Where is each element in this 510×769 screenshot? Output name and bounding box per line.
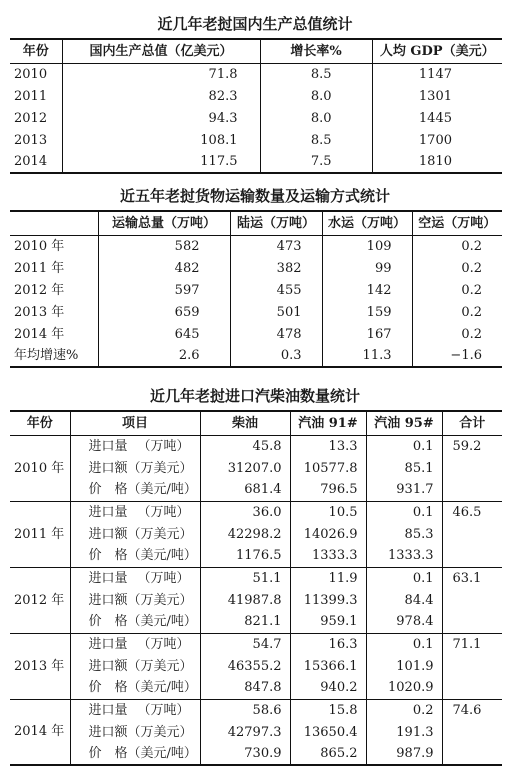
year-cell: 2010 年 xyxy=(14,460,65,476)
header-growth: 增长率% xyxy=(260,39,372,63)
gasoline-91-cell: 13650.4 xyxy=(290,721,366,743)
diesel-cell: 58.6 xyxy=(200,699,290,721)
item-cell xyxy=(70,743,200,765)
gasoline-95-cell: 0.1 xyxy=(366,633,442,655)
diesel-cell: 42298.2 xyxy=(200,523,290,545)
table-row xyxy=(10,257,502,279)
total-cell: 645 xyxy=(98,323,230,345)
gdp-per-capita-cell: 1301 xyxy=(372,85,502,107)
header-year: 年份 xyxy=(26,415,53,431)
item-label xyxy=(75,726,196,739)
year-cell: 2013 xyxy=(14,132,48,148)
diesel-cell: 1176.5 xyxy=(200,545,290,567)
table-row xyxy=(10,479,502,501)
item-unit: （万美元） xyxy=(127,724,193,740)
gasoline-95-cell: 85.1 xyxy=(366,457,442,479)
gasoline-95-cell: 191.3 xyxy=(366,721,442,743)
header-diesel: 柴油 xyxy=(200,411,290,435)
gdp-per-capita-cell: 1810 xyxy=(372,151,502,173)
table-row xyxy=(10,235,502,257)
year-cell: 2011 xyxy=(14,88,48,104)
header-year: 年份 xyxy=(22,43,49,59)
total-cell: 59.2 xyxy=(442,435,502,501)
table-row xyxy=(10,699,502,721)
diesel-cell: 36.0 xyxy=(200,501,290,523)
item-cell xyxy=(70,523,200,545)
gasoline-95-cell: 0.1 xyxy=(366,435,442,457)
header-blank xyxy=(10,211,98,235)
diesel-cell: 31207.0 xyxy=(200,457,290,479)
table-row xyxy=(10,501,502,523)
gdp-per-capita-cell: 1147 xyxy=(372,63,502,85)
gasoline-91-cell: 940.2 xyxy=(290,677,366,699)
table-row xyxy=(10,129,502,151)
gdp-cell: 82.3 xyxy=(62,85,260,107)
fuel-import-table xyxy=(10,410,502,766)
table2-caption: 近五年老挝货物运输数量及运输方式统计 xyxy=(119,187,390,205)
item-name: 进口量 xyxy=(88,504,128,520)
item-unit: （万吨） xyxy=(137,702,190,718)
total-cell: 597 xyxy=(98,279,230,301)
year-cell: 2010 xyxy=(14,66,48,82)
table-row xyxy=(10,677,502,699)
item-cell xyxy=(70,655,200,677)
table-row xyxy=(10,457,502,479)
gasoline-91-cell: 14026.9 xyxy=(290,523,366,545)
table-row xyxy=(10,279,502,301)
water-cell: 142 xyxy=(322,279,412,301)
item-unit: （美元/吨） xyxy=(127,680,197,696)
table-row xyxy=(10,567,502,589)
year-cell: 2013 年 xyxy=(14,304,65,320)
gasoline-95-cell: 1020.9 xyxy=(366,677,442,699)
total-cell: 659 xyxy=(98,301,230,323)
water-cell: 167 xyxy=(322,323,412,345)
item-cell xyxy=(70,721,200,743)
year-cell: 2011 年 xyxy=(14,260,65,276)
item-name: 进口量 xyxy=(88,702,128,718)
water-cell: 159 xyxy=(322,301,412,323)
item-cell xyxy=(70,545,200,567)
gasoline-95-cell: 0.1 xyxy=(366,501,442,523)
gasoline-95-cell: 0.1 xyxy=(366,567,442,589)
gasoline-91-cell: 15366.1 xyxy=(290,655,366,677)
header-total: 合计 xyxy=(442,411,502,435)
growth-cell: 8.5 xyxy=(260,63,372,85)
item-name: 价 格 xyxy=(88,548,128,564)
item-name: 进口额 xyxy=(88,460,128,476)
item-cell xyxy=(70,633,200,655)
table-row xyxy=(10,655,502,677)
table-row xyxy=(10,301,502,323)
table-row xyxy=(10,435,502,457)
item-name: 进口额 xyxy=(88,526,128,542)
diesel-cell: 45.8 xyxy=(200,435,290,457)
gasoline-95-cell: 85.3 xyxy=(366,523,442,545)
year-cell: 2014 年 xyxy=(14,326,65,342)
item-unit: （万美元） xyxy=(127,592,193,608)
year-cell: 2010 年 xyxy=(14,238,65,254)
gasoline-91-cell: 11.9 xyxy=(290,567,366,589)
header-air: 空运（万吨） xyxy=(412,211,502,235)
gasoline-91-cell: 796.5 xyxy=(290,479,366,501)
gasoline-91-cell: 10.5 xyxy=(290,501,366,523)
air-cell: 0.2 xyxy=(412,323,502,345)
freight-table xyxy=(10,210,502,368)
land-cell: 501 xyxy=(230,301,322,323)
gdp-cell: 94.3 xyxy=(62,107,260,129)
gasoline-95-cell: 987.9 xyxy=(366,743,442,765)
total-cell: 46.5 xyxy=(442,501,502,567)
total-cell: 482 xyxy=(98,257,230,279)
item-label xyxy=(75,660,196,673)
item-cell xyxy=(70,435,200,457)
land-cell: 382 xyxy=(230,257,322,279)
header-gasoline-91: 汽油 91# xyxy=(290,411,366,435)
air-cell: 0.2 xyxy=(412,257,502,279)
diesel-cell: 821.1 xyxy=(200,611,290,633)
gasoline-95-cell: 978.4 xyxy=(366,611,442,633)
item-cell xyxy=(70,501,200,523)
item-cell xyxy=(70,457,200,479)
air-cell: 0.2 xyxy=(412,301,502,323)
diesel-cell: 730.9 xyxy=(200,743,290,765)
diesel-cell: 54.7 xyxy=(200,633,290,655)
year-cell: 年均增速% xyxy=(14,348,79,363)
growth-cell: 7.5 xyxy=(260,151,372,173)
table-row xyxy=(10,85,502,107)
land-cell: 473 xyxy=(230,235,322,257)
growth-cell: 8.0 xyxy=(260,107,372,129)
item-unit: （万吨） xyxy=(137,504,190,520)
item-label xyxy=(75,594,196,607)
item-label xyxy=(75,681,196,694)
gdp-cell: 71.8 xyxy=(62,63,260,85)
item-cell xyxy=(70,589,200,611)
land-cell: 455 xyxy=(230,279,322,301)
diesel-cell: 46355.2 xyxy=(200,655,290,677)
gasoline-91-cell: 11399.3 xyxy=(290,589,366,611)
item-label xyxy=(75,528,196,541)
item-unit: （万吨） xyxy=(137,570,190,586)
item-unit: （美元/吨） xyxy=(127,548,197,564)
air-cell: 0.2 xyxy=(412,235,502,257)
land-cell: 478 xyxy=(230,323,322,345)
gdp-per-capita-cell: 1700 xyxy=(372,129,502,151)
table1-caption: 近几年老挝国内生产总值统计 xyxy=(157,15,353,33)
table-row xyxy=(10,151,502,173)
total-cell: 63.1 xyxy=(442,567,502,633)
item-name: 进口量 xyxy=(88,636,128,652)
year-cell: 2012 年 xyxy=(14,282,65,298)
year-cell: 2011 年 xyxy=(14,526,65,542)
table3-caption: 近几年老挝进口汽柴油数量统计 xyxy=(149,387,360,405)
growth-cell: 8.0 xyxy=(260,85,372,107)
item-unit: （万美元） xyxy=(127,658,193,674)
diesel-cell: 42797.3 xyxy=(200,721,290,743)
item-label xyxy=(75,483,196,496)
gdp-cell: 108.1 xyxy=(62,129,260,151)
header-item: 项目 xyxy=(70,411,200,435)
item-cell xyxy=(70,699,200,721)
diesel-cell: 847.8 xyxy=(200,677,290,699)
item-label xyxy=(75,747,196,760)
header-total: 运输总量（万吨） xyxy=(98,211,230,235)
air-cell: 0.2 xyxy=(412,279,502,301)
table-row xyxy=(10,633,502,655)
header-water: 水运（万吨） xyxy=(322,211,412,235)
table-row xyxy=(10,545,502,567)
table-row xyxy=(10,323,502,345)
item-name: 价 格 xyxy=(88,746,128,761)
gasoline-91-cell: 10577.8 xyxy=(290,457,366,479)
fuel-table-header xyxy=(10,411,502,435)
item-label xyxy=(75,506,196,519)
item-name: 进口额 xyxy=(88,724,128,740)
item-name: 价 格 xyxy=(88,482,128,498)
diesel-cell: 41987.8 xyxy=(200,589,290,611)
total-cell: 2.6 xyxy=(98,345,230,367)
diesel-cell: 681.4 xyxy=(200,479,290,501)
gasoline-91-cell: 1333.3 xyxy=(290,545,366,567)
item-cell xyxy=(70,677,200,699)
land-cell: 0.3 xyxy=(230,345,322,367)
diesel-cell: 51.1 xyxy=(200,567,290,589)
gasoline-95-cell: 84.4 xyxy=(366,589,442,611)
table-row xyxy=(10,107,502,129)
item-name: 进口量 xyxy=(88,570,128,586)
water-cell: 99 xyxy=(322,257,412,279)
year-cell: 2012 年 xyxy=(14,592,65,608)
header-gdp: 国内生产总值（亿美元） xyxy=(62,39,260,63)
header-gdp-per-capita: 人均 GDP（美元） xyxy=(372,39,502,63)
year-cell: 2013 年 xyxy=(14,658,65,674)
table-row xyxy=(10,345,502,367)
gasoline-95-cell: 931.7 xyxy=(366,479,442,501)
gdp-table-header xyxy=(10,39,502,63)
gasoline-95-cell: 0.2 xyxy=(366,699,442,721)
item-name: 价 格 xyxy=(88,614,128,630)
item-label xyxy=(75,638,196,651)
item-name: 进口额 xyxy=(88,592,128,608)
gdp-table xyxy=(10,38,502,174)
growth-cell: 8.5 xyxy=(260,129,372,151)
gasoline-95-cell: 1333.3 xyxy=(366,545,442,567)
gasoline-91-cell: 16.3 xyxy=(290,633,366,655)
item-name: 价 格 xyxy=(88,680,128,696)
item-unit: （美元/吨） xyxy=(127,614,197,630)
item-unit: （美元/吨） xyxy=(127,482,197,498)
gasoline-95-cell: 101.9 xyxy=(366,655,442,677)
item-name: 进口额 xyxy=(88,658,128,674)
item-cell xyxy=(70,611,200,633)
item-unit: （万吨） xyxy=(137,636,190,652)
item-label xyxy=(75,462,196,475)
total-cell: 582 xyxy=(98,235,230,257)
year-cell: 2012 xyxy=(14,110,48,126)
total-cell: 74.6 xyxy=(442,699,502,765)
item-unit: （万美元） xyxy=(127,460,193,476)
header-gasoline-95: 汽油 95# xyxy=(366,411,442,435)
item-cell xyxy=(70,479,200,501)
item-label xyxy=(75,572,196,585)
year-cell: 2014 xyxy=(14,154,48,169)
item-label xyxy=(75,440,196,453)
table-row xyxy=(10,63,502,85)
gasoline-91-cell: 15.8 xyxy=(290,699,366,721)
table-row xyxy=(10,743,502,765)
water-cell: 109 xyxy=(322,235,412,257)
table-row xyxy=(10,721,502,743)
item-label xyxy=(75,615,196,628)
gdp-per-capita-cell: 1445 xyxy=(372,107,502,129)
table-row xyxy=(10,611,502,633)
item-unit: （万美元） xyxy=(127,526,193,542)
item-name: 进口量 xyxy=(88,438,128,454)
item-cell xyxy=(70,567,200,589)
table-row xyxy=(10,523,502,545)
item-label xyxy=(75,704,196,717)
gdp-cell: 117.5 xyxy=(62,151,260,173)
gasoline-91-cell: 959.1 xyxy=(290,611,366,633)
air-cell: −1.6 xyxy=(412,345,502,367)
item-label xyxy=(75,549,196,562)
table-row xyxy=(10,589,502,611)
header-land: 陆运（万吨） xyxy=(230,211,322,235)
total-cell: 71.1 xyxy=(442,633,502,699)
item-unit: （美元/吨） xyxy=(127,746,197,761)
item-unit: （万吨） xyxy=(137,438,190,454)
gasoline-91-cell: 865.2 xyxy=(290,743,366,765)
water-cell: 11.3 xyxy=(322,345,412,367)
year-cell: 2014 年 xyxy=(14,724,65,740)
gasoline-91-cell: 13.3 xyxy=(290,435,366,457)
freight-table-header xyxy=(10,211,502,235)
